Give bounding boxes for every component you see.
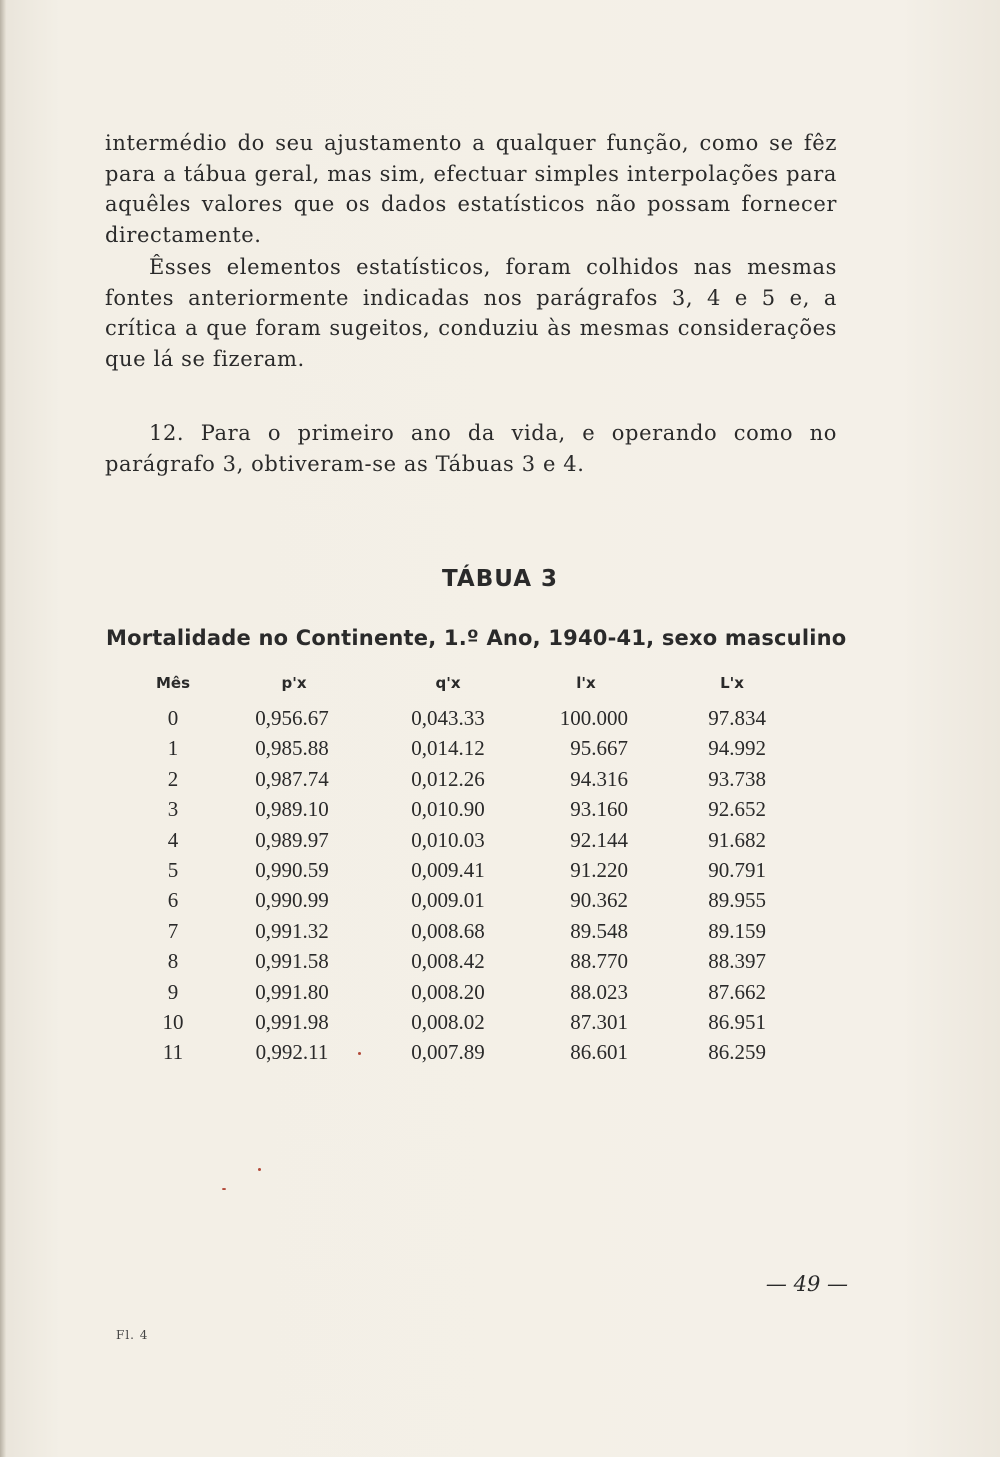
cell-px: 0,991.58 xyxy=(255,949,329,974)
table-row xyxy=(0,734,1000,764)
header-qx: q'x xyxy=(435,674,461,692)
table-row xyxy=(0,978,1000,1008)
cell-lx: 87.301 xyxy=(570,1009,628,1034)
cell-lx: 88.023 xyxy=(570,979,628,1004)
cell-lx: 91.220 xyxy=(570,857,628,882)
cell-px: 0,990.59 xyxy=(255,857,329,882)
cell-lx: 89.548 xyxy=(570,918,628,943)
cell-Lx: 90.791 xyxy=(708,857,766,882)
cell-lx: 86.601 xyxy=(570,1040,628,1065)
cell-lx: 88.770 xyxy=(570,949,628,974)
cell-mes: 11 xyxy=(162,1040,184,1065)
table-row xyxy=(0,947,1000,977)
cell-lx: 92.144 xyxy=(570,827,628,852)
cell-qx: 0,012.26 xyxy=(411,766,485,791)
cell-px: 0,987.74 xyxy=(255,766,329,791)
cell-Lx: 86.951 xyxy=(708,1009,766,1034)
cell-px: 0,990.99 xyxy=(255,888,329,913)
cell-Lx: 88.397 xyxy=(708,949,766,974)
table-body xyxy=(0,704,1000,1069)
paragraph-section-12: 12. Para o primeiro ano da vida, e operando como no parágrafo 3, obtiveram-se as Tábuas 3 e 4. xyxy=(105,421,837,476)
cell-Lx: 86.259 xyxy=(708,1040,766,1065)
cell-px: 0,989.10 xyxy=(255,797,329,822)
table-row xyxy=(0,765,1000,795)
cell-Lx: 93.738 xyxy=(708,766,766,791)
ink-speck xyxy=(358,1052,361,1055)
ink-speck xyxy=(258,1168,261,1171)
table-row xyxy=(0,886,1000,916)
cell-Lx: 97.834 xyxy=(708,706,766,730)
cell-Lx: 92.652 xyxy=(708,797,766,822)
cell-lx: 90.362 xyxy=(570,888,628,913)
cell-mes: 2 xyxy=(167,766,179,791)
table-row xyxy=(0,1038,1000,1068)
paragraph-sources: Êsses elementos estatísticos, foram colhidos nas mesmas fontes anteriormente indicadas nos parágrafos 3, 4 e 5 e, a crítica a que foram sugeitos, conduziu às mesmas considerações que lá se fizeram. xyxy=(105,255,837,371)
cell-qx: 0,008.42 xyxy=(411,949,485,974)
signature-mark: Fl. 4 xyxy=(116,1328,149,1342)
cell-mes: 0 xyxy=(167,706,179,730)
cell-px: 0,992.11 xyxy=(255,1040,329,1065)
cell-mes: 1 xyxy=(167,736,179,761)
cell-lx: 95.667 xyxy=(570,736,628,761)
cell-Lx: 89.955 xyxy=(708,888,766,913)
cell-mes: 10 xyxy=(162,1009,184,1034)
cell-qx: 0,008.68 xyxy=(411,918,485,943)
cell-qx: 0,043.33 xyxy=(411,706,485,730)
cell-Lx: 87.662 xyxy=(708,979,766,1004)
cell-mes: 7 xyxy=(167,918,179,943)
cell-mes: 3 xyxy=(167,797,179,822)
cell-px: 0,956.67 xyxy=(255,706,329,730)
cell-qx: 0,008.02 xyxy=(411,1009,485,1034)
table-subtitle: Mortalidade no Continente, 1.º Ano, 1940-41, sexo masculino xyxy=(106,626,847,650)
cell-px: 0,991.80 xyxy=(255,979,329,1004)
ink-speck xyxy=(222,1188,226,1190)
page-number: — 49 — xyxy=(765,1272,848,1296)
table-row xyxy=(0,795,1000,825)
cell-mes: 5 xyxy=(167,857,179,882)
table-row xyxy=(0,1008,1000,1038)
header-px: p'x xyxy=(281,674,307,692)
cell-qx: 0,008.20 xyxy=(411,979,485,1004)
cell-qx: 0,010.90 xyxy=(411,797,485,822)
cell-qx: 0,010.03 xyxy=(411,827,485,852)
cell-mes: 4 xyxy=(167,827,179,852)
cell-mes: 6 xyxy=(167,888,179,913)
table-row xyxy=(0,826,1000,856)
table-row xyxy=(0,917,1000,947)
table-header-row xyxy=(0,674,1000,700)
cell-px: 0,989.97 xyxy=(255,827,329,852)
cell-lx: 94.316 xyxy=(570,766,628,791)
header-lx: l'x xyxy=(576,674,596,692)
header-Lx: L'x xyxy=(720,674,744,692)
cell-Lx: 89.159 xyxy=(708,918,766,943)
cell-Lx: 94.992 xyxy=(708,736,766,761)
cell-px: 0,991.98 xyxy=(255,1009,329,1034)
cell-Lx: 91.682 xyxy=(708,827,766,852)
cell-qx: 0,014.12 xyxy=(411,736,485,761)
cell-mes: 8 xyxy=(167,949,179,974)
cell-qx: 0,007.89 xyxy=(411,1040,485,1065)
table-row xyxy=(0,704,1000,734)
paragraph-continuation: intermédio do seu ajustamento a qualquer função, como se fêz para a tábua geral, mas sim, efectuar simples interpolações para aquêles valores que os dados estatísticos não possam fornecer directamente. xyxy=(105,131,837,247)
cell-mes: 9 xyxy=(167,979,179,1004)
cell-lx: 100.000 xyxy=(559,706,628,730)
table-row xyxy=(0,856,1000,886)
cell-px: 0,985.88 xyxy=(255,736,329,761)
cell-lx: 93.160 xyxy=(570,797,628,822)
cell-qx: 0,009.01 xyxy=(411,888,485,913)
header-mes: Mês xyxy=(155,674,191,692)
table-title: TÁBUA 3 xyxy=(441,566,558,592)
cell-px: 0,991.32 xyxy=(255,918,329,943)
cell-qx: 0,009.41 xyxy=(411,857,485,882)
